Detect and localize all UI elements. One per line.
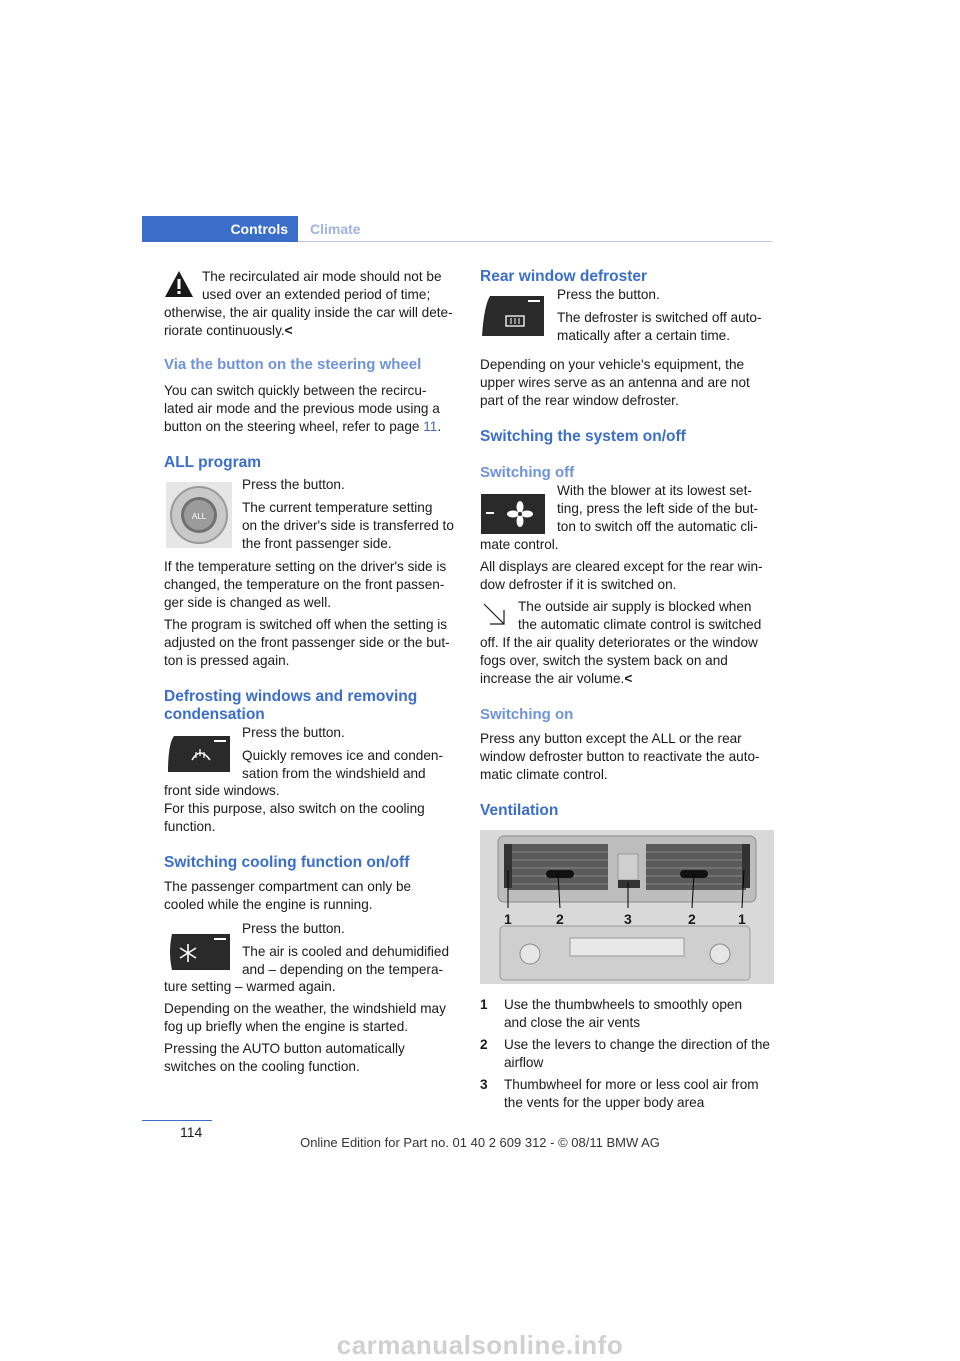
note-text-b: the automatic climate control is switched (518, 617, 762, 632)
all-text1-b: on the driver's side is transferred to (242, 518, 454, 533)
warning-text-c: otherwise, the air quality inside the car will dete- (164, 305, 453, 320)
cooling-text1-a: The passenger compartment can only be (164, 879, 412, 894)
off-text1-a: With the blower at its lowest set- (557, 483, 752, 498)
windshield-defrost-icon (166, 734, 232, 774)
defrost-press-text: Press the button. (242, 725, 345, 740)
watermark-text: carmanualsonline.info (336, 1330, 624, 1360)
fan-icon (480, 492, 546, 536)
cooling-text1-b: cooled while the engine is running. (164, 897, 373, 912)
rear-text1-b: matically after a certain time. (557, 328, 731, 343)
rear-heading: Rear window defroster (480, 268, 648, 285)
page-number: 114 (180, 1124, 203, 1140)
rear-text2-a: Depending on your vehicle's equipment, the (480, 357, 745, 372)
note-text-d: fogs over, switch the system back on and (480, 653, 728, 668)
warning-text-b: used over an extended period of time; (202, 287, 431, 302)
all-text3-c: ton is pressed again. (164, 653, 290, 668)
all-text3-b: adjusted on the front passenger side or the but- (164, 635, 450, 650)
defrost-text1-a: Quickly removes ice and conden- (242, 748, 443, 763)
steering-text-c: button on the steering wheel, refer to page 11. (164, 419, 442, 434)
on-text-a: Press any button except the ALL or the rear (480, 731, 742, 746)
page-link[interactable]: 11 (423, 419, 438, 434)
rear-text1-a: The defroster is switched off auto- (557, 310, 762, 325)
all-text1-c: the front passenger side. (242, 536, 392, 551)
cooling-text4-b: switches on the cooling function. (164, 1059, 360, 1074)
system-heading: Switching the system on/off (480, 428, 686, 445)
vent-label-1-right: 1 (738, 911, 746, 927)
dashboard-vent-image (480, 830, 774, 984)
steering-text-a: You can switch quickly between the recircu- (164, 383, 427, 398)
header-rule (298, 241, 772, 242)
footer-rule (142, 1120, 212, 1121)
svg-text:ALL: ALL (191, 512, 207, 521)
defrost-text1-c: front side windows. (164, 783, 280, 798)
off-text2-b: dow defroster if it is switched on. (480, 577, 677, 592)
off-heading: Switching off (480, 464, 575, 481)
cooling-press-text: Press the button. (242, 921, 345, 936)
vent-legend-list (480, 996, 774, 1112)
on-text-c: matic climate control. (480, 767, 608, 782)
defrost-text1-b: sation from the windshield and (242, 766, 426, 781)
on-text-b: window defroster button to reactivate the auto- (480, 749, 760, 764)
warning-text-a: The recirculated air mode should not be (202, 269, 442, 284)
all-press-text: Press the button. (242, 477, 345, 492)
rear-text2-c: part of the rear window defroster. (480, 393, 679, 408)
steering-heading: Via the button on the steering wheel (164, 356, 422, 373)
all-text2-c: ger side is changed as well. (164, 595, 331, 610)
note-text-c: off. If the air quality deteriorates or the window (480, 635, 758, 650)
ventilation-illustration (480, 830, 774, 984)
cooling-text3-a: Depending on the weather, the windshield may (164, 1001, 446, 1016)
all-text2-a: If the temperature setting on the driver's side is (164, 559, 447, 574)
all-text3-a: The program is switched off when the setting is (164, 617, 448, 632)
defrost-text2-b: function. (164, 819, 216, 834)
snowflake-icon (166, 932, 232, 972)
defrost-heading-a: Defrosting windows and removing (164, 688, 418, 705)
off-text1-b: ting, press the left side of the but- (557, 501, 758, 516)
steering-text-b: lated air mode and the previous mode using a (164, 401, 440, 416)
cooling-text4-a: Pressing the AUTO button automatically (164, 1041, 405, 1056)
cooling-text2-c: ture setting – warmed again. (164, 979, 336, 994)
off-text1-c: ton to switch off the automatic cli- (557, 519, 758, 534)
section-tab: Controls (142, 216, 298, 242)
cooling-heading: Switching cooling function on/off (164, 854, 410, 871)
all-text2-b: changed, the temperature on the front passen- (164, 577, 445, 592)
cooling-text3-b: fog up briefly when the engine is started. (164, 1019, 409, 1034)
vent-label-3: 3 (624, 911, 632, 927)
on-heading: Switching on (480, 706, 574, 723)
warning-text-d: riorate continuously.< (164, 323, 293, 338)
left-column (164, 268, 462, 1076)
rear-press-text: Press the button. (557, 287, 660, 302)
all-heading: ALL program (164, 454, 262, 471)
cooling-text2-b: and – depending on the tempera- (242, 962, 444, 977)
defrost-text2-a: For this purpose, also switch on the cooling (164, 801, 425, 816)
vent-heading: Ventilation (480, 802, 559, 819)
note-text-a: The outside air supply is blocked when (518, 599, 752, 614)
rear-defrost-icon (480, 294, 546, 338)
off-text1-d: mate control. (480, 537, 559, 552)
defrost-heading-b: condensation (164, 706, 265, 723)
vent-label-2-left: 2 (556, 911, 564, 927)
note-arrow-icon (480, 600, 508, 628)
subsection-label: Climate (310, 221, 361, 237)
rear-text2-b: upper wires serve as an antenna and are not (480, 375, 750, 390)
vent-label-2-right: 2 (688, 911, 696, 927)
off-text2-a: All displays are cleared except for the rear win- (480, 559, 763, 574)
list-item: 2 Use the levers to change the direction of the airflow (480, 1037, 770, 1070)
all-text1-a: The current temperature setting (242, 500, 433, 515)
note-text-e: increase the air volume.< (480, 671, 633, 686)
vent-label-1-left: 1 (504, 911, 512, 927)
all-button-icon (166, 482, 232, 548)
list-item: 1 Use the thumbwheels to smoothly open and close the air vents (480, 997, 743, 1030)
warning-triangle-icon (164, 270, 194, 298)
right-column (480, 268, 774, 1112)
edition-text: Online Edition for Part no. 01 40 2 609 312 - © 08/11 BMW AG (300, 1135, 660, 1150)
cooling-text2-a: The air is cooled and dehumidified (242, 944, 450, 959)
list-item: 3 Thumbwheel for more or less cool air from the vents for the upper body area (480, 1077, 759, 1110)
